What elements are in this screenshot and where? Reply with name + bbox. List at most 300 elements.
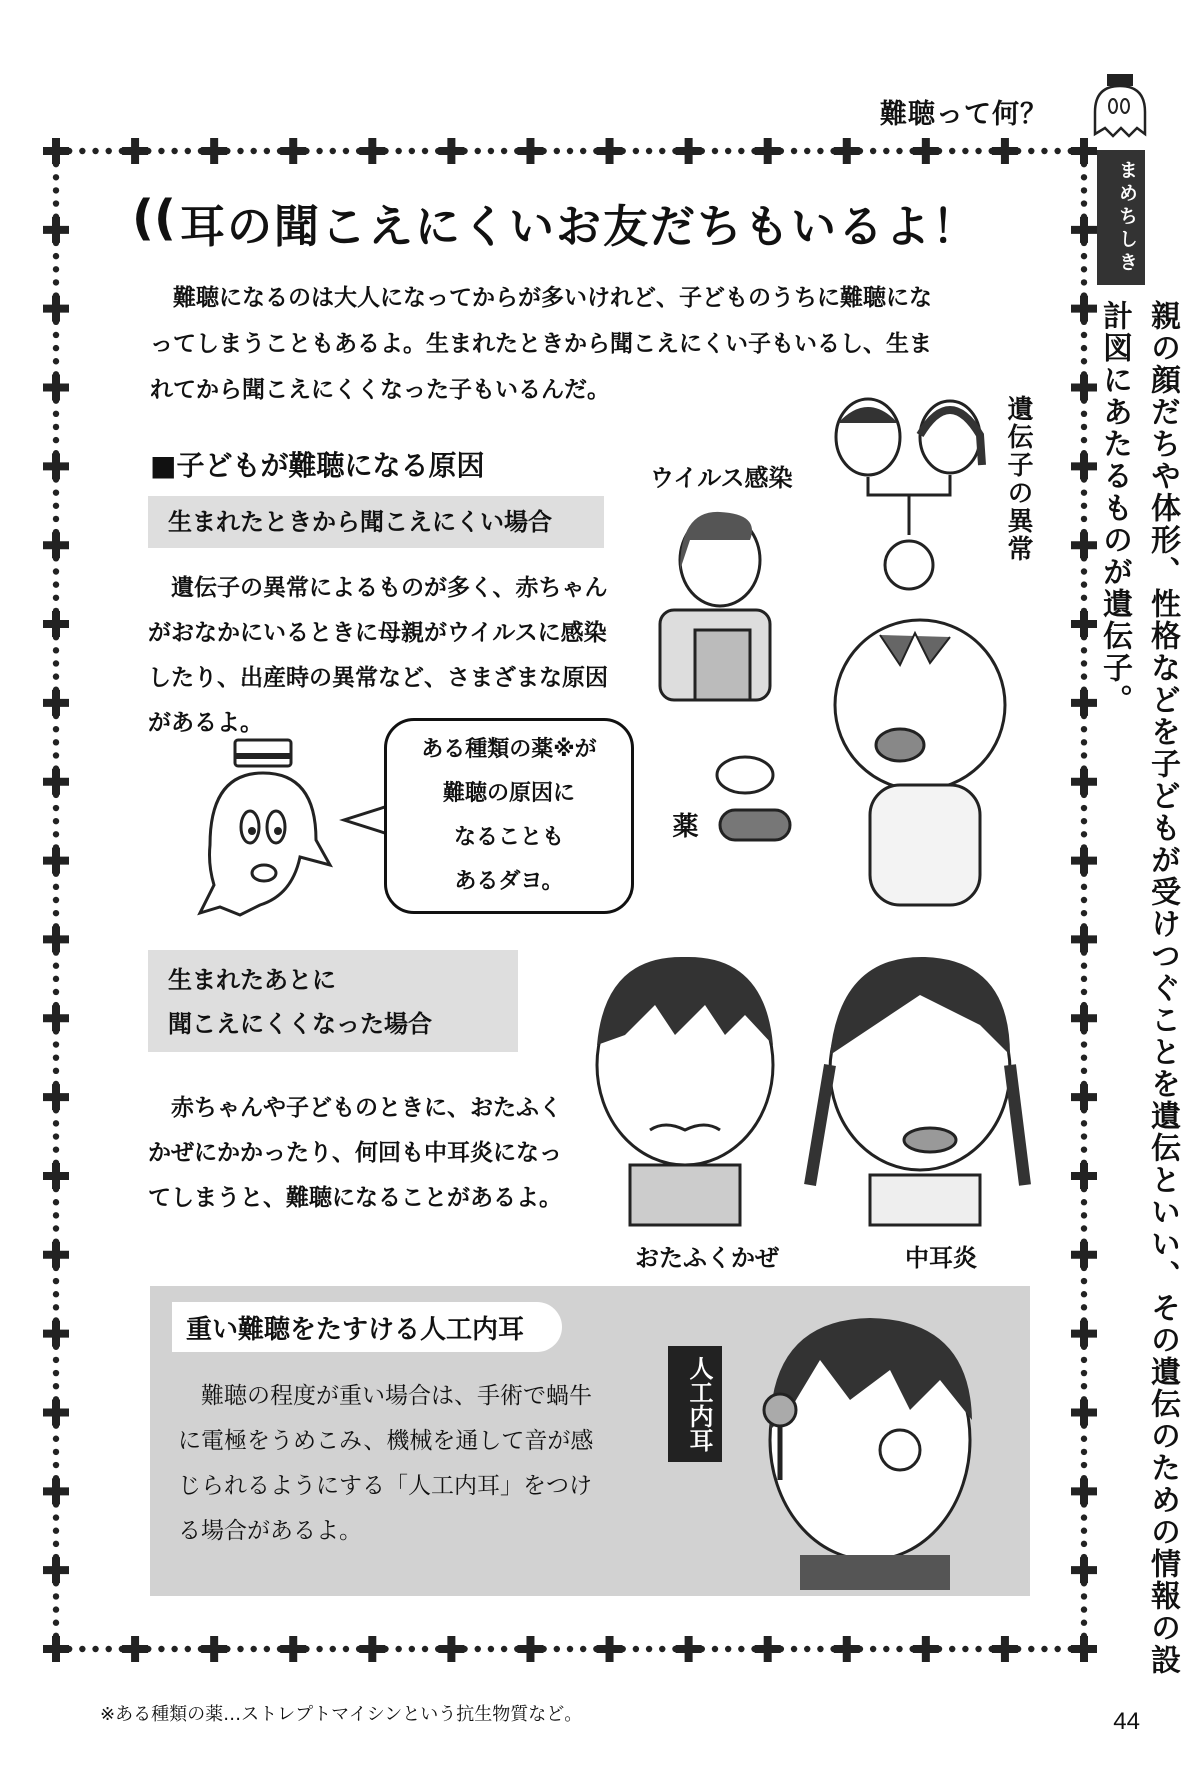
frame-dot	[738, 1646, 744, 1652]
header-title: 難聴って何？	[880, 99, 1048, 130]
frame-dot	[1081, 1580, 1087, 1586]
sound-wave-icon: ((	[132, 190, 176, 246]
frame-dot	[330, 1646, 336, 1652]
frame-dot	[53, 437, 59, 443]
frame-dot	[554, 148, 560, 154]
frame-cross	[43, 848, 69, 874]
frame-dot	[53, 660, 59, 666]
frame-dot	[896, 1646, 902, 1652]
frame-dot	[53, 1133, 59, 1139]
frame-dot	[53, 345, 59, 351]
frame-dot	[53, 1120, 59, 1126]
label-medicine: 薬	[668, 812, 698, 840]
frame-cross	[834, 138, 860, 164]
speech-bubble	[384, 718, 634, 914]
frame-dot	[53, 555, 59, 561]
frame-cross	[438, 1636, 464, 1662]
frame-dot	[92, 148, 98, 154]
subsection-label-acquired	[148, 950, 518, 1052]
frame-dot	[1081, 647, 1087, 653]
frame-dot	[1028, 148, 1034, 154]
frame-dot	[250, 148, 256, 154]
label-virus: ウイルス感染	[650, 464, 793, 492]
frame-dot	[1081, 1436, 1087, 1442]
frame-dot	[1081, 358, 1087, 364]
frame-dot	[382, 148, 388, 154]
frame-dot	[646, 1646, 652, 1652]
frame-cross	[43, 296, 69, 322]
frame-dot	[53, 910, 59, 916]
frame-dot	[53, 489, 59, 495]
frame-cross	[43, 1557, 69, 1583]
frame-dot	[936, 1646, 942, 1652]
frame-dot	[1081, 752, 1087, 758]
frame-dot	[962, 1646, 968, 1652]
frame-dot	[237, 148, 243, 154]
frame-dot	[1081, 949, 1087, 955]
frame-dot	[1081, 831, 1087, 837]
frame-dot	[171, 1646, 177, 1652]
frame-dot	[53, 253, 59, 259]
sick-mother-illustration	[650, 500, 790, 710]
frame-dot	[79, 1646, 85, 1652]
frame-dot	[659, 148, 665, 154]
frame-dot	[53, 568, 59, 574]
frame-cross	[201, 138, 227, 164]
frame-cross	[517, 138, 543, 164]
frame-dot	[53, 634, 59, 640]
frame-dot	[475, 1646, 481, 1652]
frame-dot	[158, 1646, 164, 1652]
frame-cross	[43, 1321, 69, 1347]
frame-dot	[53, 1265, 59, 1271]
frame-dot	[53, 884, 59, 890]
bubble-line: 難聴の原因に	[442, 781, 575, 806]
frame-dot	[1081, 568, 1087, 574]
frame-dot	[1081, 910, 1087, 916]
frame-dot	[1081, 253, 1087, 259]
frame-dot	[53, 713, 59, 719]
frame-dot	[53, 1514, 59, 1520]
frame-dot	[1081, 1541, 1087, 1547]
frame-cross	[43, 453, 69, 479]
frame-cross	[913, 138, 939, 164]
frame-dot	[53, 358, 59, 364]
frame-dot	[145, 1646, 151, 1652]
frame-dot	[53, 818, 59, 824]
frame-dot	[488, 1646, 494, 1652]
page-number: 44	[1113, 1708, 1140, 1735]
frame-dot	[237, 1646, 243, 1652]
frame-dot	[725, 1646, 731, 1652]
frame-cross	[755, 138, 781, 164]
frame-dot	[580, 1646, 586, 1652]
frame-dot	[1081, 1422, 1087, 1428]
frame-dot	[949, 148, 955, 154]
frame-dot	[1081, 792, 1087, 798]
frame-dot	[1081, 1265, 1087, 1271]
frame-dot	[409, 148, 415, 154]
frame-dot	[1081, 1606, 1087, 1612]
frame-dot	[53, 1606, 59, 1612]
frame-dot	[53, 1028, 59, 1034]
frame-dot	[1081, 1225, 1087, 1231]
ci-body: 難聴の程度が重い場合は、手術で蝸牛に電極をうめこみ、機械を通して音が感じられるようにする「人工内耳」をつける場合があるよ。	[178, 1383, 594, 1544]
bubble-line: あるダヨ。	[454, 869, 564, 894]
frame-dot	[1081, 424, 1087, 430]
frame-cross	[597, 1636, 623, 1662]
frame-dot	[1081, 1501, 1087, 1507]
frame-dot	[53, 1225, 59, 1231]
frame-cross	[597, 138, 623, 164]
frame-dot	[1081, 805, 1087, 811]
frame-dot	[53, 1541, 59, 1547]
frame-dot	[53, 1370, 59, 1376]
frame-cross	[43, 769, 69, 795]
frame-dot	[53, 963, 59, 969]
frame-dot	[1081, 581, 1087, 587]
frame-dot	[1081, 437, 1087, 443]
frame-dot	[1081, 345, 1087, 351]
frame-dot	[949, 1646, 955, 1652]
frame-dot	[1081, 595, 1087, 601]
frame-dot	[53, 1422, 59, 1428]
frame-dot	[1081, 161, 1087, 167]
frame-dot	[53, 739, 59, 745]
frame-dot	[53, 397, 59, 403]
frame-dot	[53, 752, 59, 758]
frame-dot	[53, 476, 59, 482]
frame-dot	[712, 148, 718, 154]
frame-dot	[1081, 200, 1087, 206]
frame-dot	[567, 1646, 573, 1652]
ghost-mascot-icon	[1085, 72, 1155, 144]
frame-dot	[53, 1344, 59, 1350]
frame-cross	[43, 611, 69, 637]
frame-dot	[1081, 713, 1087, 719]
frame-dot	[264, 1646, 270, 1652]
frame-dot	[501, 1646, 507, 1652]
frame-dot	[633, 1646, 639, 1652]
box-line: 聞こえにくくなった場合	[168, 1010, 432, 1038]
frame-dot	[422, 1646, 428, 1652]
frame-dot	[1081, 660, 1087, 666]
frame-dot	[975, 148, 981, 154]
page-title: 耳の聞こえにくいお友だちもいるよ！	[180, 200, 980, 253]
frame-dot	[53, 897, 59, 903]
frame-dot	[804, 148, 810, 154]
frame-dot	[53, 319, 59, 325]
frame-dot	[53, 200, 59, 206]
frame-cross	[43, 138, 69, 164]
frame-dot	[53, 1291, 59, 1297]
frame-dot	[53, 174, 59, 180]
frame-dot	[1081, 1212, 1087, 1218]
frame-cross	[43, 1163, 69, 1189]
frame-cross	[359, 1636, 385, 1662]
frame-dot	[791, 148, 797, 154]
frame-dot	[699, 1646, 705, 1652]
frame-dot	[330, 148, 336, 154]
frame-cross	[913, 1636, 939, 1662]
frame-dot	[699, 148, 705, 154]
frame-dot	[712, 1646, 718, 1652]
frame-dot	[1081, 884, 1087, 890]
frame-dot	[936, 148, 942, 154]
frame-dot	[53, 647, 59, 653]
frame-dot	[53, 949, 59, 955]
frame-dot	[53, 187, 59, 193]
frame-dot	[580, 148, 586, 154]
frame-dot	[1015, 148, 1021, 154]
frame-dot	[778, 1646, 784, 1652]
frame-dot	[1081, 871, 1087, 877]
frame-dot	[1081, 516, 1087, 522]
boy-with-implant-illustration	[740, 1300, 980, 1590]
frame-dot	[53, 503, 59, 509]
frame-dot	[1081, 726, 1087, 732]
frame-dot	[620, 1646, 626, 1652]
frame-cross	[359, 138, 385, 164]
frame-dot	[53, 989, 59, 995]
frame-dot	[1081, 1462, 1087, 1468]
frame-dot	[53, 1383, 59, 1389]
frame-cross	[122, 1636, 148, 1662]
frame-dot	[778, 148, 784, 154]
frame-dot	[1081, 634, 1087, 640]
frame-dot	[1081, 1383, 1087, 1389]
frame-dot	[53, 1462, 59, 1468]
frame-cross	[438, 138, 464, 164]
frame-cross	[280, 1636, 306, 1662]
frame-dot	[316, 1646, 322, 1652]
frame-dot	[870, 148, 876, 154]
frame-cross	[834, 1636, 860, 1662]
frame-dot	[540, 148, 546, 154]
frame-dot	[158, 148, 164, 154]
frame-cross	[43, 217, 69, 243]
frame-dot	[145, 148, 151, 154]
frame-dot	[224, 148, 230, 154]
frame-dot	[817, 148, 823, 154]
side-tag: まめちしき	[1097, 150, 1145, 285]
frame-dot	[804, 1646, 810, 1652]
frame-dot	[53, 1501, 59, 1507]
frame-dot	[1081, 1620, 1087, 1626]
frame-dot	[883, 148, 889, 154]
box-line: 生まれたあとに	[168, 966, 336, 994]
frame-dot	[53, 792, 59, 798]
frame-dot	[1081, 489, 1087, 495]
frame-dot	[1081, 1054, 1087, 1060]
speech-bubble-tail	[340, 800, 390, 840]
frame-dot	[1081, 476, 1087, 482]
frame-dot	[1081, 1528, 1087, 1534]
frame-cross	[1071, 138, 1097, 164]
frame-dot	[1081, 963, 1087, 969]
baby-crying-illustration	[820, 615, 1020, 915]
frame-dot	[224, 1646, 230, 1652]
label-gene: 遺伝子の異常	[1003, 395, 1033, 563]
frame-dot	[53, 1580, 59, 1586]
frame-dot	[1081, 411, 1087, 417]
bubble-line: ある種類の薬※が	[421, 737, 597, 762]
frame-dot	[53, 516, 59, 522]
frame-cross	[122, 138, 148, 164]
frame-dot	[92, 1646, 98, 1652]
frame-dot	[395, 148, 401, 154]
frame-dot	[53, 279, 59, 285]
frame-cross	[517, 1636, 543, 1662]
frame-dot	[185, 148, 191, 154]
frame-dot	[1081, 503, 1087, 509]
frame-dot	[883, 1646, 889, 1652]
frame-dot	[53, 976, 59, 982]
frame-dot	[53, 1304, 59, 1310]
medicine-icon	[700, 740, 800, 850]
frame-cross	[43, 1636, 69, 1662]
frame-dot	[185, 1646, 191, 1652]
frame-dot	[53, 332, 59, 338]
frame-dot	[870, 1646, 876, 1652]
frame-dot	[488, 148, 494, 154]
frame-dot	[53, 1212, 59, 1218]
frame-cross	[992, 138, 1018, 164]
frame-dot	[1081, 1133, 1087, 1139]
ci-label: 人工内耳	[668, 1346, 722, 1462]
frame-dot	[53, 266, 59, 272]
frame-dot	[1081, 897, 1087, 903]
frame-dot	[540, 1646, 546, 1652]
frame-dot	[1081, 976, 1087, 982]
frame-dot	[1081, 266, 1087, 272]
frame-cross	[43, 1242, 69, 1268]
frame-cross	[43, 926, 69, 952]
frame-dot	[1081, 673, 1087, 679]
frame-dot	[1081, 279, 1087, 285]
frame-dot	[79, 148, 85, 154]
frame-dot	[106, 1646, 112, 1652]
frame-dot	[53, 1620, 59, 1626]
frame-dot	[1081, 240, 1087, 246]
frame-cross	[676, 1636, 702, 1662]
frame-dot	[738, 148, 744, 154]
frame-dot	[53, 1054, 59, 1060]
section-heading: ■子どもが難聴になる原因	[150, 449, 485, 482]
frame-cross	[43, 1084, 69, 1110]
frame-dot	[1081, 1304, 1087, 1310]
frame-dot	[395, 1646, 401, 1652]
frame-dot	[264, 148, 270, 154]
frame-dot	[1081, 1199, 1087, 1205]
frame-dot	[1041, 148, 1047, 154]
frame-cross	[992, 1636, 1018, 1662]
frame-cross	[43, 375, 69, 401]
frame-dot	[53, 1593, 59, 1599]
frame-dot	[1081, 1514, 1087, 1520]
frame-cross	[755, 1636, 781, 1662]
frame-dot	[53, 831, 59, 837]
frame-dot	[53, 581, 59, 587]
subsection-label-congenital: 生まれたときから聞こえにくい場合	[148, 496, 604, 548]
boy-mumps-illustration	[585, 945, 785, 1225]
parents-illustration	[830, 385, 1010, 595]
frame-dot	[250, 1646, 256, 1652]
frame-dot	[53, 595, 59, 601]
frame-dot	[567, 148, 573, 154]
frame-dot	[171, 148, 177, 154]
frame-dot	[1054, 1646, 1060, 1652]
bubble-line: なることも	[453, 825, 564, 850]
frame-dot	[1081, 1357, 1087, 1363]
side-text: 親の顔だちや体形、性格などを子どもが受けつぐことを遺伝といい、その遺伝のための情報の設計図にあたるものが遺伝子。	[1097, 300, 1180, 1676]
frame-dot	[1081, 1370, 1087, 1376]
congenital-body: 遺伝子の異常によるものが多く、赤ちゃんがおなかにいるときに母親がウイルスに感染したり、出産時の異常など、さまざまな原因があるよ。	[148, 575, 608, 736]
frame-dot	[1081, 1344, 1087, 1350]
frame-dot	[1081, 555, 1087, 561]
frame-dot	[461, 1646, 467, 1652]
frame-dot	[53, 1357, 59, 1363]
ghost-mascot-icon	[180, 735, 350, 925]
frame-dot	[791, 1646, 797, 1652]
girl-earache-illustration	[800, 945, 1030, 1225]
frame-dot	[53, 673, 59, 679]
frame-cross	[43, 1399, 69, 1425]
frame-dot	[343, 148, 349, 154]
frame-dot	[53, 1278, 59, 1284]
frame-dot	[1028, 1646, 1034, 1652]
frame-dot	[422, 148, 428, 154]
frame-dot	[1081, 1593, 1087, 1599]
frame-dot	[975, 1646, 981, 1652]
frame-dot	[53, 1041, 59, 1047]
frame-dot	[1081, 1146, 1087, 1152]
frame-dot	[53, 1449, 59, 1455]
frame-dot	[53, 1528, 59, 1534]
frame-dot	[303, 148, 309, 154]
frame-dot	[646, 148, 652, 154]
frame-dot	[53, 240, 59, 246]
label-otitis: 中耳炎	[905, 1244, 977, 1272]
frame-dot	[896, 148, 902, 154]
ci-title: 重い難聴をたすける人工内耳	[172, 1302, 562, 1352]
frame-dot	[1081, 1186, 1087, 1192]
frame-dot	[725, 148, 731, 154]
frame-cross	[676, 138, 702, 164]
frame-dot	[1081, 332, 1087, 338]
frame-dot	[817, 1646, 823, 1652]
frame-dot	[53, 1068, 59, 1074]
frame-dot	[53, 1199, 59, 1205]
frame-dot	[1081, 818, 1087, 824]
frame-dot	[659, 1646, 665, 1652]
frame-dot	[1081, 1120, 1087, 1126]
frame-dot	[53, 411, 59, 417]
frame-dot	[1081, 1449, 1087, 1455]
frame-dot	[1081, 739, 1087, 745]
frame-dot	[475, 148, 481, 154]
frame-dot	[53, 871, 59, 877]
frame-dot	[1081, 1041, 1087, 1047]
frame-dot	[53, 1186, 59, 1192]
frame-dot	[316, 148, 322, 154]
frame-dot	[1081, 187, 1087, 193]
frame-dot	[1081, 1291, 1087, 1297]
frame-cross	[43, 690, 69, 716]
frame-dot	[1081, 1278, 1087, 1284]
frame-dot	[1081, 989, 1087, 995]
frame-dot	[1081, 319, 1087, 325]
